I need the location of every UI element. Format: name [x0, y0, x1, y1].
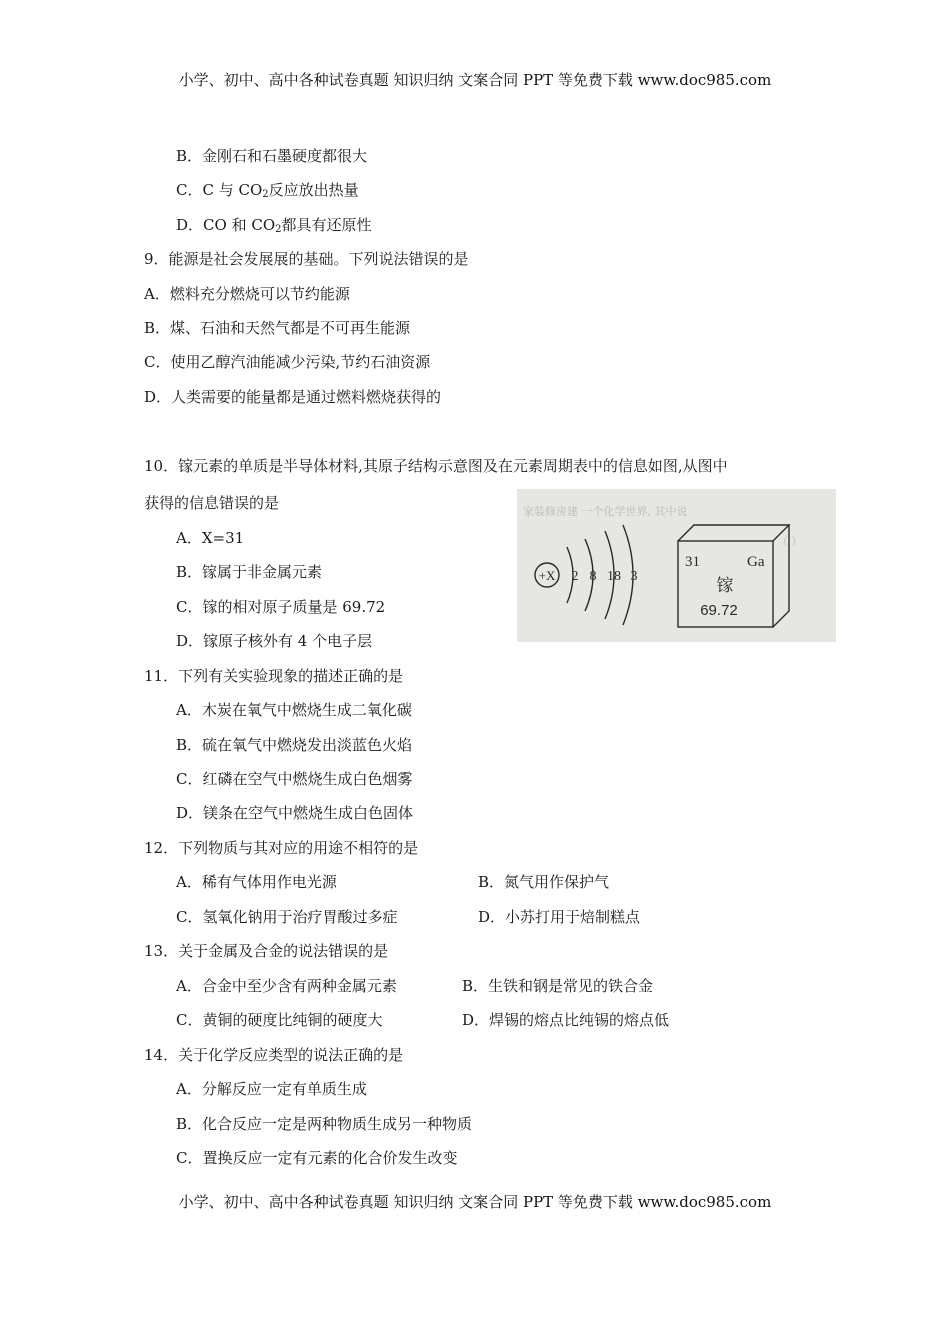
atomic-mass: 69.72: [700, 602, 738, 619]
q11-option-b: B．硫在氧气中燃烧发出淡蓝色火焰: [176, 736, 413, 754]
q9-option-d: D．人类需要的能量都是通过燃料燃烧获得的: [144, 388, 442, 406]
q11-option-a: A．木炭在氧气中燃烧生成二氧化碳: [176, 701, 412, 719]
q12-stem: 12．下列物质与其对应的用途不相符的是: [144, 839, 419, 857]
q14-option-b: B．化合反应一定是两种物质生成另一种物质: [176, 1115, 473, 1133]
q10-option-d: D．镓原子核外有 4 个电子层: [176, 632, 373, 650]
q12-option-c: C．氢氧化钠用于治疗胃酸过多症: [176, 908, 398, 926]
page-header: 小学、初中、高中各种试卷真题 知识归纳 文案合同 PPT 等免费下载 www.doc985.com: [178, 71, 772, 89]
q14-option-a: A．分解反应一定有单质生成: [176, 1080, 367, 1098]
shell-count-1: 2: [571, 569, 579, 584]
q10-stem-line1: 10．镓元素的单质是半导体材料,其原子结构示意图及在元素周期表中的信息如图,从图中: [144, 457, 728, 475]
q12-option-a: A．稀有气体用作电光源: [176, 873, 337, 891]
shell-count-4: 3: [630, 569, 638, 584]
q10-option-a: A．X=31: [176, 529, 245, 547]
q9-option-a: A．燃料充分燃烧可以节约能源: [144, 285, 350, 303]
figure-bleed-text-mid: （ ）: [777, 535, 803, 548]
element-cell-top: [678, 525, 789, 541]
q13-option-c: C．黄铜的硬度比纯铜的硬度大: [176, 1011, 383, 1029]
q8-option-d-subscript: 2: [275, 224, 282, 235]
q9-stem: 9．能源是社会发展展的基础。下列说法错误的是: [144, 250, 469, 268]
q10-option-b: B．镓属于非金属元素: [176, 563, 323, 581]
nucleus-charge: +X: [538, 568, 556, 583]
q8-option-d: [176, 215, 372, 235]
figure-bleed-text-top: 家装修房建 一个化学世界, 其中说: [523, 505, 688, 518]
element-symbol: Ga: [747, 554, 765, 570]
q9-option-c: C．使用乙醇汽油能减少污染,节约石油资源: [144, 353, 431, 371]
q13-option-a: A．合金中至少含有两种金属元素: [176, 977, 397, 995]
gallium-figure: [517, 489, 836, 642]
shell-count-2: 8: [589, 569, 597, 584]
atomic-number: 31: [685, 554, 700, 570]
q13-stem: 13．关于金属及合金的说法错误的是: [144, 942, 389, 960]
shell-count-3: 18: [607, 569, 621, 584]
element-name: 镓: [716, 576, 734, 596]
page-footer: 小学、初中、高中各种试卷真题 知识归纳 文案合同 PPT 等免费下载 www.doc985.com: [178, 1193, 772, 1211]
q13-option-d: D．焊锡的熔点比纯锡的熔点低: [462, 1011, 670, 1029]
q8-option-b: B．金刚石和石墨硬度都很大: [176, 147, 368, 165]
q8-option-c-part2: 反应放出热量: [268, 181, 359, 199]
q8-option-c: [176, 180, 359, 200]
q10-option-c: C．镓的相对原子质量是 69.72: [176, 598, 386, 616]
q14-option-c: C．置换反应一定有元素的化合价发生改变: [176, 1149, 458, 1167]
q11-option-c: C．红磷在空气中燃烧生成白色烟雾: [176, 770, 413, 788]
q8-option-d-part1: D．CO 和 CO: [176, 216, 276, 234]
q14-stem: 14．关于化学反应类型的说法正确的是: [144, 1046, 404, 1064]
q8-option-c-part1: C．C 与 CO: [176, 181, 263, 199]
q11-option-d: D．镁条在空气中燃烧生成白色固体: [176, 804, 414, 822]
q13-option-b: B．生铁和钢是常见的铁合金: [462, 977, 654, 995]
q12-option-d: D．小苏打用于焙制糕点: [478, 908, 641, 926]
q11-stem: 11．下列有关实验现象的描述正确的是: [144, 667, 404, 685]
q10-stem-line2: 获得的信息错误的是: [144, 494, 280, 512]
q9-option-b: B．煤、石油和天然气都是不可再生能源: [144, 319, 411, 337]
q8-option-d-part2: 都具有还原性: [281, 216, 372, 234]
q12-option-b: B．氮气用作保护气: [478, 873, 610, 891]
q8-option-c-subscript: 2: [262, 189, 269, 200]
